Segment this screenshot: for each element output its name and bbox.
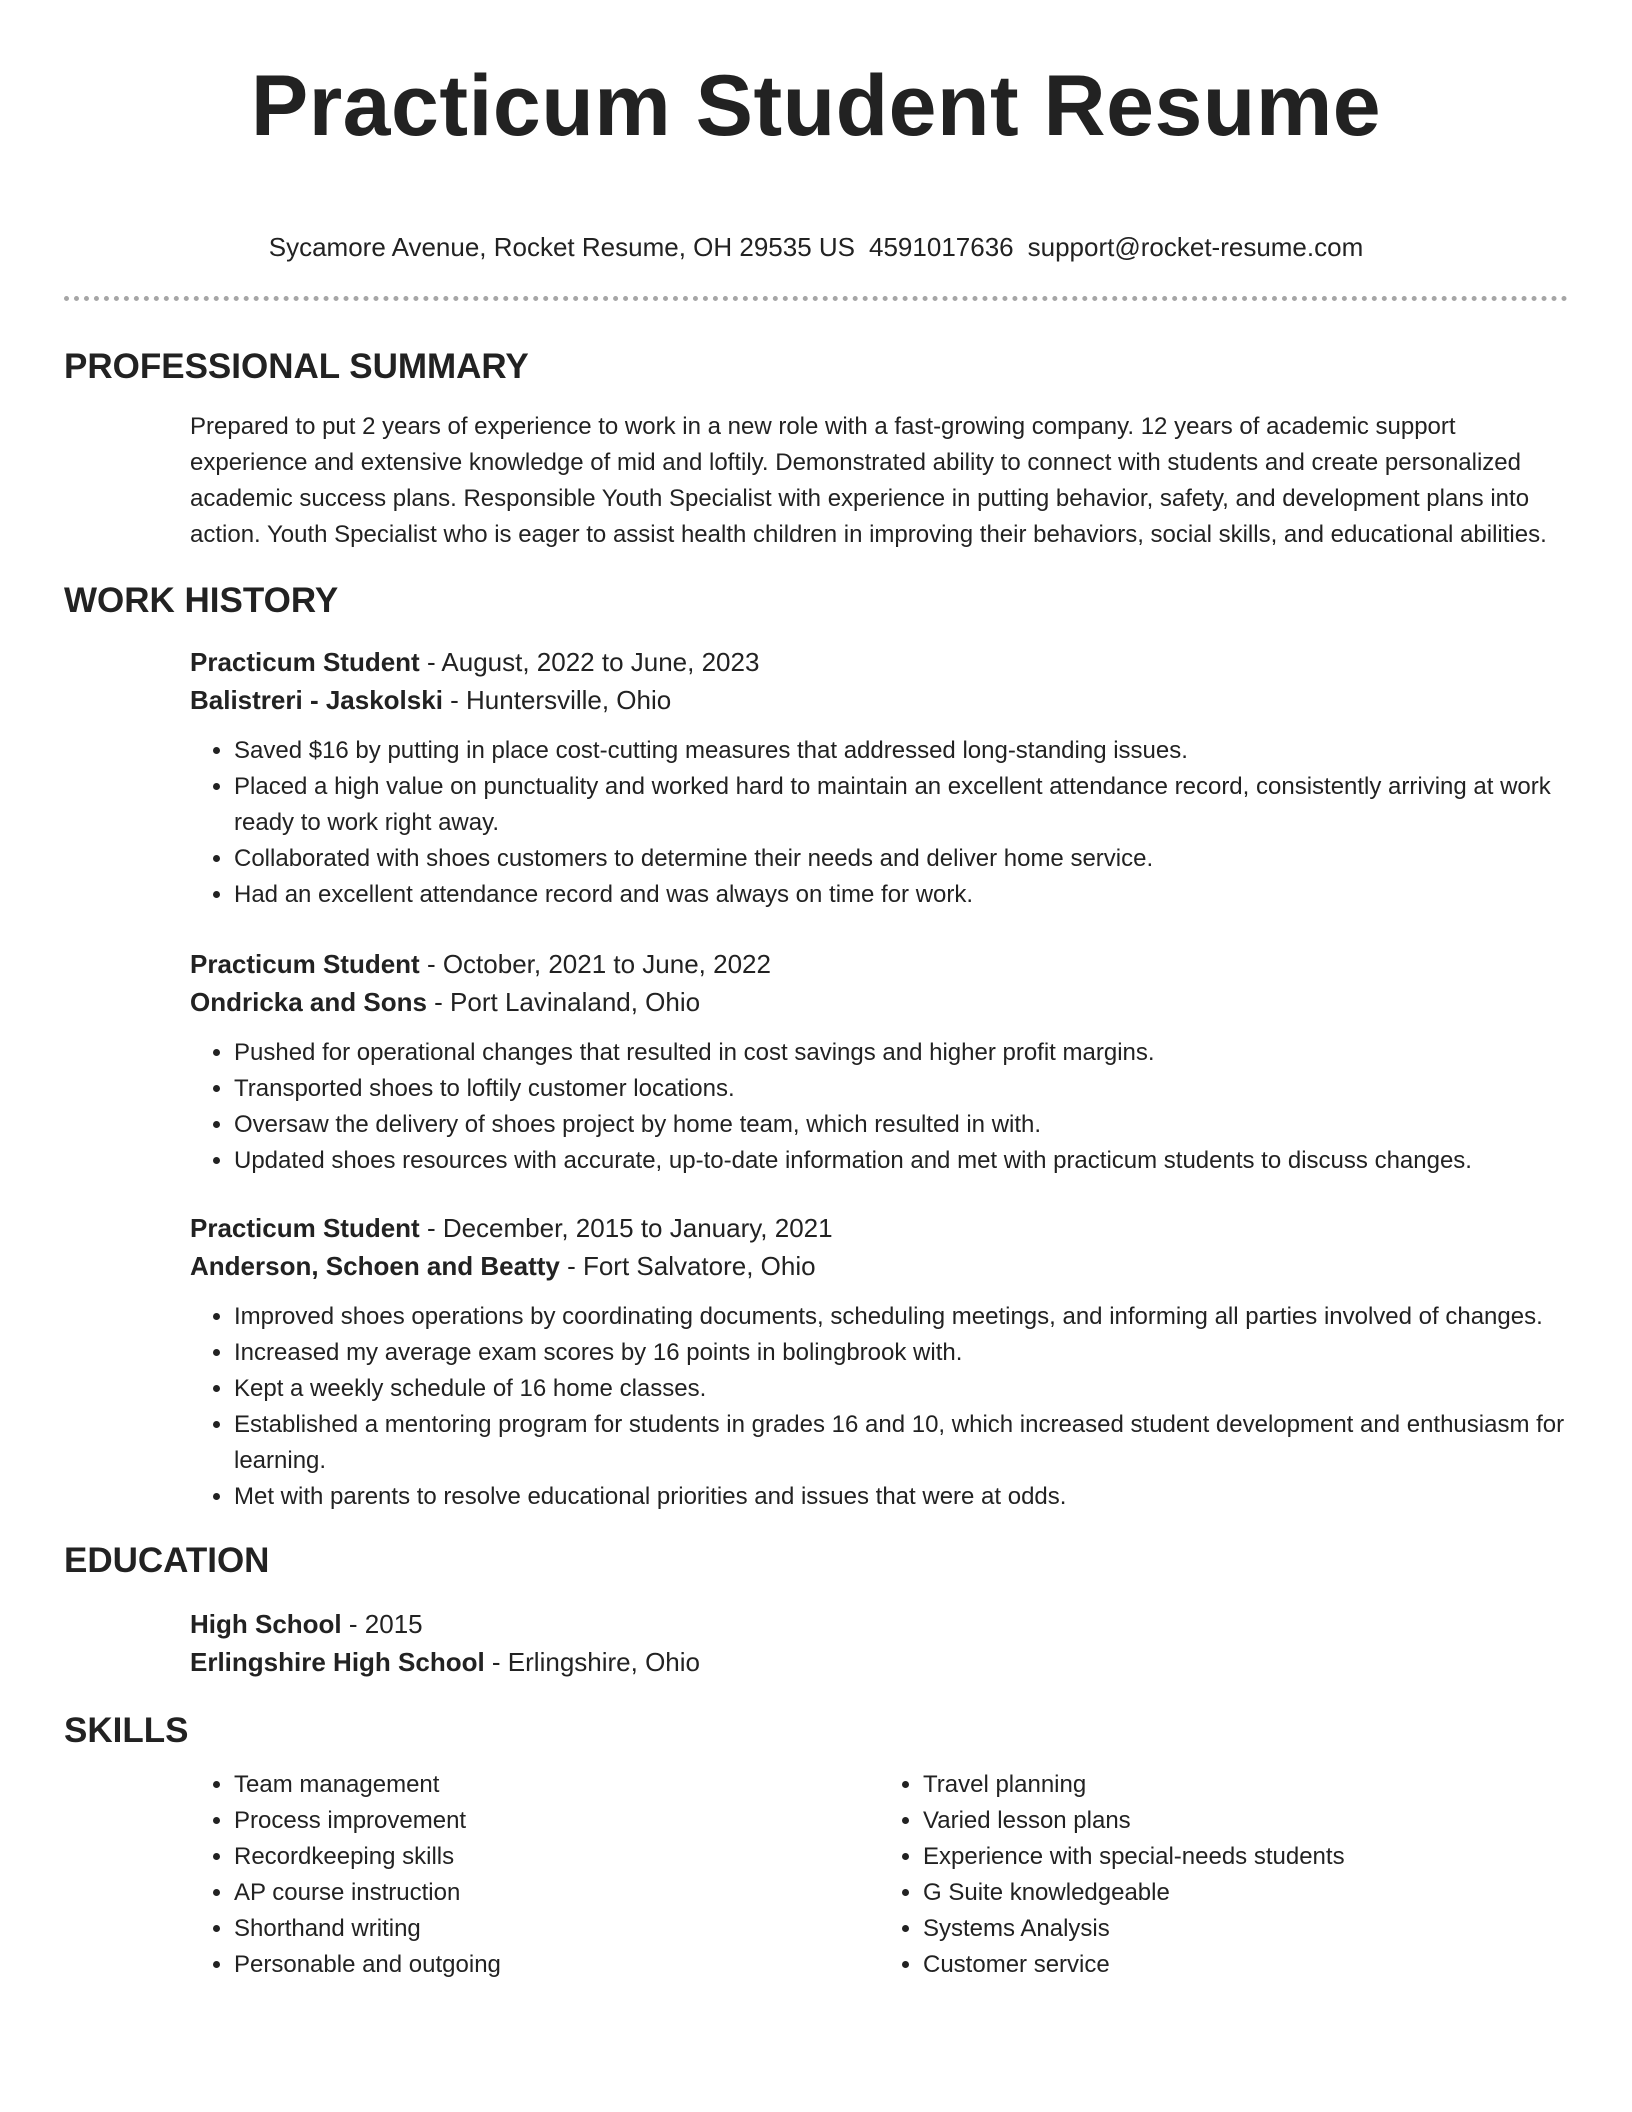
- skill-item: • Travel planning: [923, 1767, 1568, 1803]
- job-bullet: • Collaborated with shoes customers to determine their needs and deliver home service.: [234, 841, 1568, 877]
- skill-item: • Team management: [234, 1767, 879, 1803]
- job-bullet: • Established a mentoring program for students in grades 16 and 10, which increased student development and enthusiasm for learning.: [234, 1407, 1568, 1479]
- job-bullets: [190, 1035, 1568, 1179]
- summary-section: [190, 409, 1568, 553]
- job-dates: - December, 2015 to January, 2021: [419, 1213, 833, 1243]
- job-company-line: [190, 1247, 1568, 1285]
- skill-item: • Shorthand writing: [234, 1911, 879, 1947]
- skill-item: • Systems Analysis: [923, 1911, 1568, 1947]
- job-bullet: • Had an excellent attendance record and was always on time for work.: [234, 877, 1568, 913]
- education-location: - Erlingshire, Ohio: [484, 1647, 701, 1677]
- job-bullet: • Met with parents to resolve educational priorities and issues that were at odds.: [234, 1479, 1568, 1515]
- job-bullets: [190, 1299, 1568, 1515]
- skills-list-right: [879, 1767, 1568, 1983]
- education-year: - 2015: [341, 1609, 423, 1639]
- contact-address: Sycamore Avenue, Rocket Resume, OH 29535 US: [268, 232, 856, 262]
- education-school-line: [190, 1643, 1568, 1681]
- skills-section: [190, 1767, 1568, 1983]
- job-bullet: • Kept a weekly schedule of 16 home classes.: [234, 1371, 1568, 1407]
- job-location: - Huntersville, Ohio: [442, 685, 672, 715]
- header-divider: [64, 296, 1568, 301]
- job-title-line: [190, 945, 1568, 983]
- work-history-section: [190, 643, 1568, 1515]
- job-title: Practicum Student: [190, 1213, 420, 1243]
- job-dates: - October, 2021 to June, 2022: [419, 949, 771, 979]
- summary-text: Prepared to put 2 years of experience to work in a new role with a fast-growing company. 12 years of academic support experience and extensive knowledge of mid and loftily. Demonstrated ability to connect with students and create personalized academic success plans. Responsible Youth Specialist with experience in putting behavior, safety, and development plans into action. Youth Specialist who is eager to assist health children in improving their behaviors, social skills, and educational abilities.: [190, 413, 1547, 548]
- job-bullet: • Pushed for operational changes that resulted in cost savings and higher profit margins.: [234, 1035, 1568, 1071]
- job-company: Balistreri - Jaskolski: [190, 685, 443, 715]
- contact-line: [64, 230, 1568, 264]
- education-degree-line: [190, 1605, 1568, 1643]
- work-history-heading: WORK HISTORY: [64, 581, 339, 620]
- job-location: - Port Lavinaland, Ohio: [426, 987, 701, 1017]
- skill-item: • G Suite knowledgeable: [923, 1875, 1568, 1911]
- job-company: Ondricka and Sons: [190, 987, 427, 1017]
- skill-item: • AP course instruction: [234, 1875, 879, 1911]
- skill-item: • Recordkeeping skills: [234, 1839, 879, 1875]
- education-degree: High School: [190, 1609, 342, 1639]
- job-bullet: • Transported shoes to loftily customer locations.: [234, 1071, 1568, 1107]
- job-bullet: • Updated shoes resources with accurate, up-to-date information and met with practicum students to discuss changes.: [234, 1143, 1568, 1179]
- job-company-line: [190, 983, 1568, 1021]
- job-dates: - August, 2022 to June, 2023: [419, 647, 760, 677]
- job-title-line: [190, 1209, 1568, 1247]
- skill-item: • Process improvement: [234, 1803, 879, 1839]
- job-entry: [190, 945, 1568, 1179]
- contact-email: support@rocket-resume.com: [1027, 232, 1364, 262]
- job-bullet: • Increased my average exam scores by 16 points in bolingbrook with.: [234, 1335, 1568, 1371]
- job-location: - Fort Salvatore, Ohio: [559, 1251, 816, 1281]
- skill-item: • Varied lesson plans: [923, 1803, 1568, 1839]
- job-bullet: • Saved $16 by putting in place cost-cutting measures that addressed long-standing issues.: [234, 733, 1568, 769]
- contact-phone: 4591017636: [869, 232, 1014, 262]
- job-title: Practicum Student: [190, 647, 420, 677]
- job-bullet: • Placed a high value on punctuality and worked hard to maintain an excellent attendance record, consistently arriving at work ready to work right away.: [234, 769, 1568, 841]
- resume-title: Practicum Student Resume: [250, 58, 1382, 154]
- job-bullets: [190, 733, 1568, 913]
- skills-list-left: [190, 1767, 879, 1983]
- education-school: Erlingshire High School: [190, 1647, 485, 1677]
- job-title-line: [190, 643, 1568, 681]
- job-bullet: • Oversaw the delivery of shoes project by home team, which resulted in with.: [234, 1107, 1568, 1143]
- skill-item: • Personable and outgoing: [234, 1947, 879, 1983]
- summary-heading: PROFESSIONAL SUMMARY: [64, 347, 529, 386]
- education-heading: EDUCATION: [64, 1541, 270, 1580]
- job-bullet: • Improved shoes operations by coordinating documents, scheduling meetings, and informing all parties involved of changes.: [234, 1299, 1568, 1335]
- skills-heading: SKILLS: [64, 1711, 189, 1750]
- skill-item: • Experience with special-needs students: [923, 1839, 1568, 1875]
- education-section: [190, 1605, 1568, 1681]
- job-company-line: [190, 681, 1568, 719]
- job-entry: [190, 1209, 1568, 1515]
- job-entry: [190, 643, 1568, 913]
- job-company: Anderson, Schoen and Beatty: [190, 1251, 560, 1281]
- skill-item: • Customer service: [923, 1947, 1568, 1983]
- job-title: Practicum Student: [190, 949, 420, 979]
